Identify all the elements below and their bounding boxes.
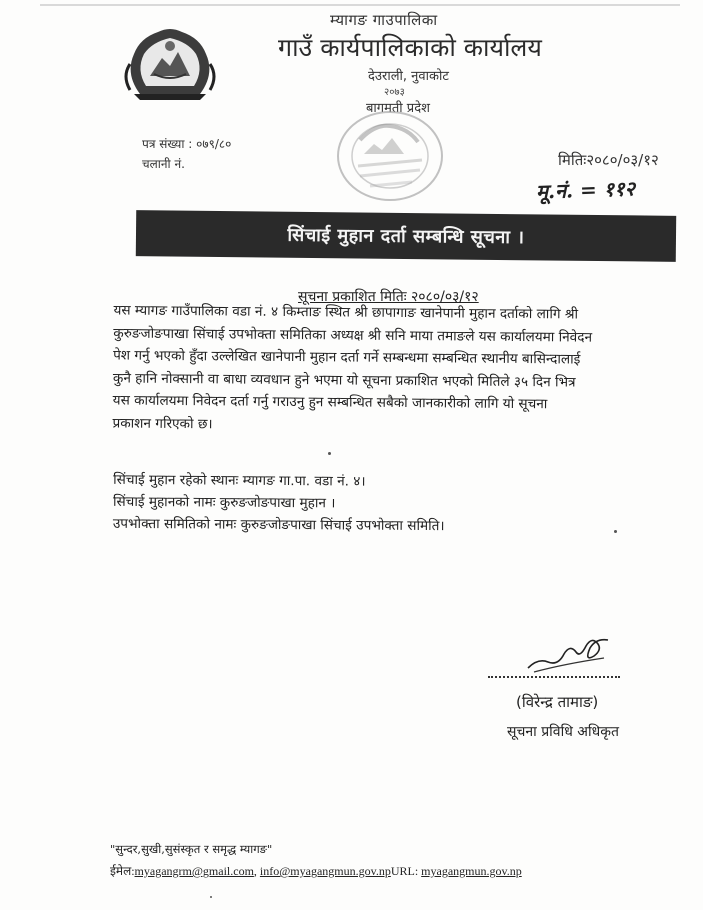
notice-date: मितिः२०८०/०३/१२ bbox=[558, 151, 659, 169]
body-line: पेश गर्नु भएको हुँदा उल्लेखित खानेपानी मुहान दर्ता गर्ने सम्बन्धमा सम्बन्धित स्थानीय बासिन्दालाई bbox=[113, 347, 581, 368]
published-date: सूचना प्रकाशित मितिः २०८०/०३/१२ bbox=[298, 289, 479, 305]
footer-contact bbox=[110, 862, 522, 879]
nepal-emblem-icon bbox=[120, 24, 220, 102]
source-name: सिंचाई मुहानको नामः कुरुङजोङपाखा मुहान । bbox=[112, 493, 336, 512]
scan-edge bbox=[40, 4, 680, 6]
scan-speck bbox=[614, 530, 617, 533]
office-title: गाउँ कार्यपालिकाको कार्यालय bbox=[278, 33, 542, 62]
body-line: यस कार्यालयमा निवेदन दर्ता गर्नु गराउनु हुन सम्बन्धित सबैको जानकारीको लागि यो सूचना bbox=[112, 392, 548, 413]
scan-speck bbox=[328, 452, 331, 455]
notice-body bbox=[112, 299, 693, 439]
body-line: कुनै हानि नोक्सानी वा बाधा व्यवधान हुने भएमा यो सूचना प्रकाशित भएको मितिले ३५ दिन भित्र bbox=[112, 369, 576, 391]
handwritten-reference: मू.नं. = ११२ bbox=[535, 176, 636, 204]
notice-title-bar bbox=[136, 210, 676, 262]
body-line: यस म्यागङ गाउँपालिका वडा नं. ४ किम्ताङ स्थित श्री छापागाङ खानेपानी मुहान दर्ताको लागि श्री bbox=[113, 302, 579, 323]
website-link[interactable]: myagangmun.gov.np bbox=[421, 864, 522, 878]
source-location: सिंचाई मुहान रहेको स्थानः म्यागङ गा.पा. वडा नं. ४। bbox=[113, 471, 366, 490]
signature-line bbox=[488, 676, 620, 678]
municipality-name: म्यागङ गाउपालिका bbox=[330, 11, 438, 29]
letter-number: पत्र संख्या : ०७९/८० bbox=[142, 137, 232, 151]
established-year: २०७३ bbox=[384, 87, 405, 98]
body-line: कुरुङजोङपाखा सिंचाई उपभोक्ता समितिका अध्यक्ष श्री सनि माया तमाङले यस कार्यालयमा निवेदन bbox=[113, 324, 593, 346]
office-seal-icon bbox=[330, 104, 450, 204]
committee-name: उपभोक्ता समितिको नामः कुरुङजोङपाखा सिंचाई उपभोक्ता समिति। bbox=[112, 515, 445, 535]
dispatch-number: चलानी नं. bbox=[142, 157, 185, 171]
source-info-list bbox=[113, 469, 445, 537]
footer-motto: "सुन्दर,सुखी,सुसंस्कृत र समृद्ध म्यागङ" bbox=[110, 842, 273, 856]
province-name: बागमती प्रदेश bbox=[366, 101, 430, 116]
office-address: देउराली, नुवाकोट bbox=[368, 69, 449, 84]
signatory-title: सूचना प्रविधि अधिकृत bbox=[507, 724, 619, 740]
email-link-info[interactable]: info@myagangmun.gov.np bbox=[259, 864, 391, 878]
email-link-primary[interactable]: myagangrm@gmail.com bbox=[134, 864, 254, 878]
email-label: ईमेल: bbox=[110, 864, 135, 878]
signatory-name: (विरेन्द्र तामाङ) bbox=[516, 693, 599, 711]
contact-separator: , bbox=[253, 864, 260, 878]
notice-title: सिंचाई मुहान दर्ता सम्बन्धि सूचना । bbox=[287, 224, 525, 249]
signature-mark bbox=[524, 628, 614, 678]
scan-speck bbox=[210, 896, 212, 898]
url-label: URL: bbox=[390, 864, 422, 878]
body-line: प्रकाशन गरिएको छ। bbox=[112, 414, 213, 432]
